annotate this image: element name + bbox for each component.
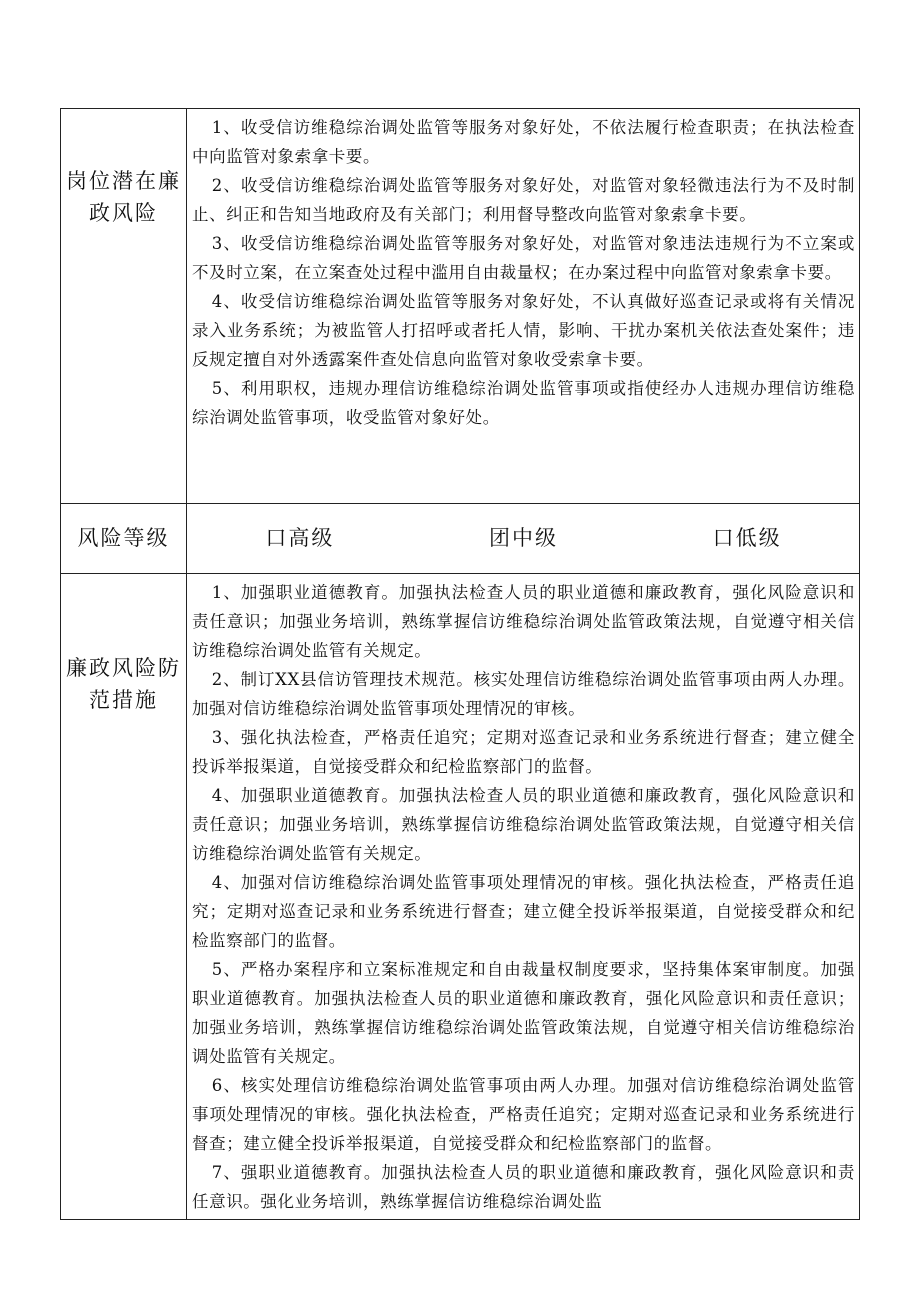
risk-item: 5、利用职权，违规办理信访维稳综治调处监管事项或指使经办人违规办理信访维稳综治调处监管事项，收受监管对象好处。 (192, 379, 855, 427)
measure-item: 2、制订XX县信访管理技术规范。核实处理信访维稳综治调处监管事项由两人办理。加强对信访维稳综治调处监管事项处理情况的审核。 (192, 670, 855, 718)
measure-item: 3、强化执法检查，严格责任追究；定期对巡查记录和业务系统进行督查；建立健全投诉举报渠道，自觉接受群众和纪检监察部门的监督。 (192, 728, 855, 776)
measures-row (61, 574, 859, 1219)
risk-item: 2、收受信访维稳综治调处监管等服务对象好处，对监管对象轻微违法行为不及时制止、纠正和告知当地政府及有关部门；利用督导整改向监管对象索拿卡要。 (192, 176, 855, 224)
risk-item: 4、收受信访维稳综治调处监管等服务对象好处，不认真做好巡查记录或将有关情况录入业务系统；为被监管人打招呼或者托人情，影响、干扰办案机关依法查处案件；违反规定擅自对外透露案件查处信息向监管对象收受索拿卡要。 (192, 292, 855, 369)
measures-content (188, 574, 859, 1223)
risk-table (60, 108, 860, 1220)
measure-item: 7、强职业道德教育。加强执法检查人员的职业道德和廉政教育，强化风险意识和责任意识。强化业务培训，熟练掌握信访维稳综治调处监 (192, 1163, 855, 1211)
measure-item: 1、加强职业道德教育。加强执法检查人员的职业道德和廉政教育，强化风险意识和责任意识；加强业务培训，熟练掌握信访维稳综治调处监管政策法规，自觉遵守相关信访维稳综治调处监管有关规定。 (192, 583, 855, 660)
measure-item: 5、严格办案程序和立案标准规定和自由裁量权制度要求，坚持集体案审制度。加强职业道德教育。加强执法检查人员的职业道德和廉政教育，强化风险意识和责任意识；加强业务培训，熟练掌握信访维稳综治调处监管政策法规，自觉遵守相关信访维稳综治调处监管有关规定。 (192, 960, 855, 1066)
measure-item: 4、加强职业道德教育。加强执法检查人员的职业道德和廉政教育，强化风险意识和责任意识；加强业务培训，熟练掌握信访维稳综治调处监管政策法规，自觉遵守相关信访维稳综治调处监管有关规定。 (192, 786, 855, 863)
level-row (61, 504, 859, 574)
measure-item: 4、加强对信访维稳综治调处监管事项处理情况的审核。强化执法检查，严格责任追究；定期对巡查记录和业务系统进行督查；建立健全投诉举报渠道，自觉接受群众和纪检监察部门的监督。 (192, 873, 855, 950)
level-label: 风险等级 (61, 504, 187, 573)
risk-item: 1、收受信访维稳综治调处监管等服务对象好处，不依法履行检查职责；在执法检查中向监管对象索拿卡要。 (192, 118, 855, 166)
risk-label: 岗位潜在廉政风险 (61, 109, 187, 503)
level-option-high[interactable]: 口高级 (265, 526, 335, 550)
risk-item: 3、收受信访维稳综治调处监管等服务对象好处，对监管对象违法违规行为不立案或不及时立案，在立案查处过程中滥用自由裁量权；在办案过程中向监管对象索拿卡要。 (192, 234, 855, 282)
measures-label: 廉政风险防范措施 (61, 574, 187, 1219)
risk-content (188, 109, 859, 507)
level-options (188, 504, 859, 573)
level-option-low[interactable]: 口低级 (712, 526, 782, 550)
measure-item: 6、核实处理信访维稳综治调处监管事项由两人办理。加强对信访维稳综治调处监管事项处理情况的审核。强化执法检查，严格责任追究；定期对巡查记录和业务系统进行督查；建立健全投诉举报渠道，自觉接受群众和纪检监察部门的监督。 (192, 1076, 855, 1153)
level-option-medium[interactable]: 团中级 (488, 526, 558, 550)
risk-row (61, 109, 859, 504)
